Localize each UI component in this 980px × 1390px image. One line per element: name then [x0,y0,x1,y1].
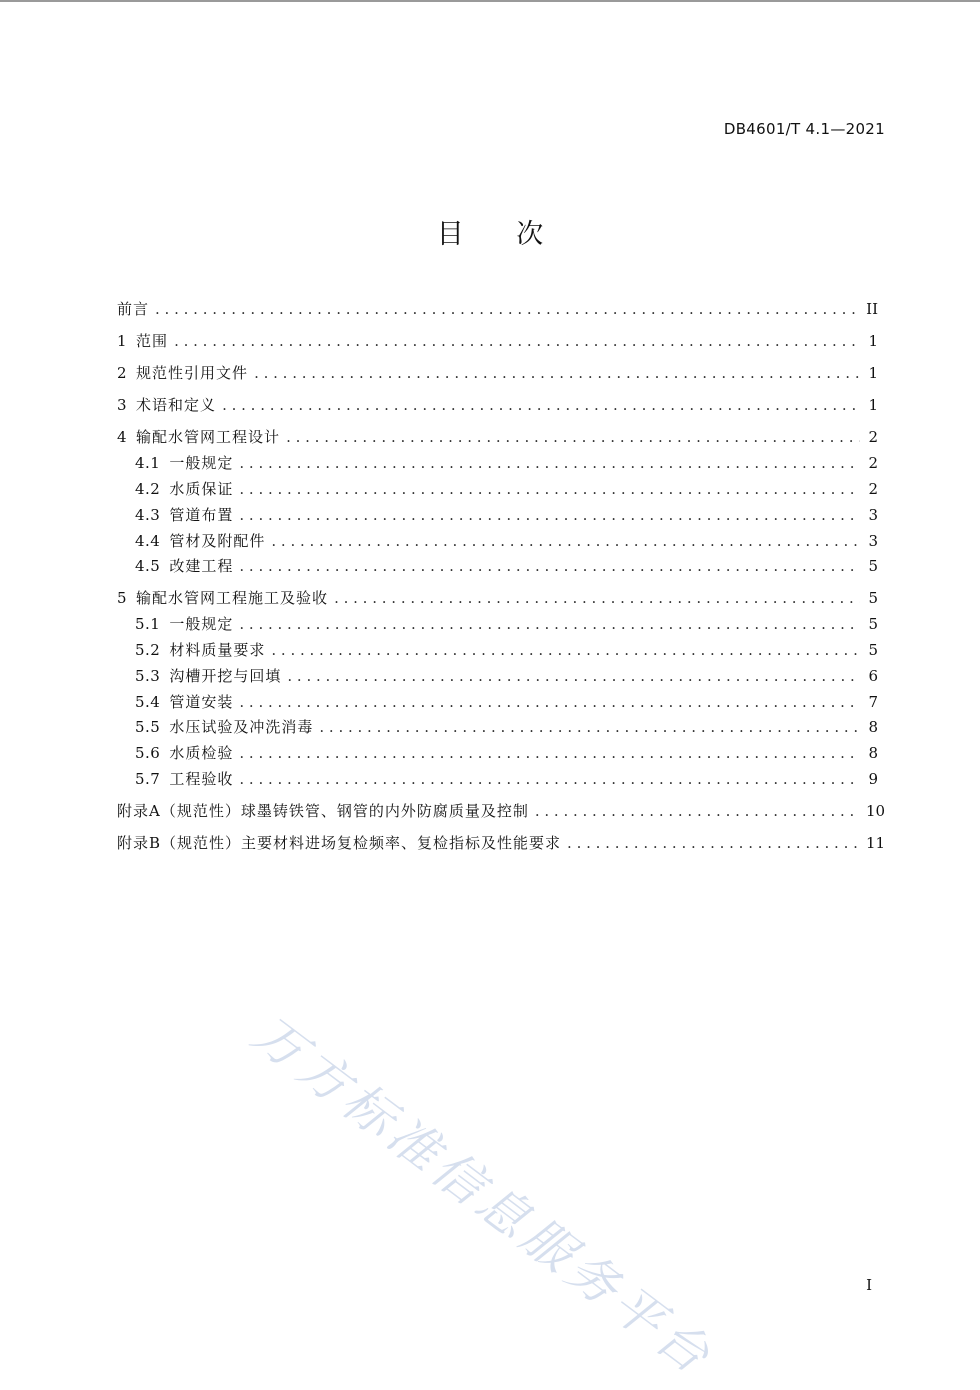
toc-entry-label: 前言 [117,300,150,318]
toc-entry-label: 范围 [136,332,169,351]
toc-entry-number: 4.4 [135,531,161,550]
toc-entry-number: 5.5 [135,718,161,737]
watermark: 万方标准信息服务平台 [242,1004,725,1388]
standard-code: DB4601/T 4.1—2021 [723,120,885,138]
toc-entry-number: 4.2 [135,479,161,498]
toc-entry-label: 改建工程 [169,557,234,576]
toc-leader-dots [535,799,860,825]
toc-entry[interactable] [117,425,878,451]
toc-entry-label: 附录B（规范性）主要材料进场复检频率、复检指标及性能要求 [117,834,562,853]
toc-leader-dots [271,529,860,555]
toc-entry[interactable] [117,799,886,825]
toc-entry-number: 5.1 [135,615,161,634]
toc-title: 目 次 [436,219,566,250]
toc-entry-label: 工程验收 [169,770,234,789]
toc-entry-page: 5 [868,641,878,660]
toc-leader-dots [287,664,860,690]
toc-subentry[interactable] [117,529,878,555]
toc-subentry[interactable] [117,612,878,638]
toc-entry-label: 一般规定 [169,454,234,473]
toc-entry[interactable] [117,297,878,323]
toc-entry-number: 5.7 [135,770,161,789]
toc-entry-label: 水压试验及冲洗消毒 [169,718,314,737]
toc-entry-page: 8 [868,718,878,737]
table-of-contents [117,297,886,857]
toc-entry-label: 输配水管网工程设计 [136,428,281,447]
toc-entry-number: 4.5 [135,557,161,576]
toc-entry-page: 1 [868,364,878,383]
toc-subentry[interactable] [117,741,878,767]
toc-leader-dots [174,329,860,355]
toc-entry-page: 5 [868,557,878,576]
toc-entry-number: 4.3 [135,505,161,524]
toc-entry-number: 5.6 [135,744,161,763]
toc-leader-dots [155,297,860,323]
toc-leader-dots [239,554,860,580]
toc-entry-label: 附录A（规范性）球墨铸铁管、钢管的内外防腐质量及控制 [117,802,529,821]
toc-subentry[interactable] [117,690,878,716]
toc-subentry[interactable] [117,477,878,503]
toc-entry-number: 5.3 [135,666,161,685]
toc-entry-page: 10 [866,802,886,821]
toc-entry-label: 水质检验 [169,744,234,763]
toc-entry-page: 2 [868,428,878,447]
toc-entry-label: 术语和定义 [136,396,217,415]
toc-entry-label: 材料质量要求 [169,641,266,660]
toc-subentry[interactable] [117,554,878,580]
toc-entry-page: 1 [868,396,878,415]
toc-entry[interactable] [117,586,878,612]
toc-leader-dots [239,767,860,793]
toc-entry-number: 4 [117,428,128,447]
toc-entry-page: 8 [868,744,878,763]
toc-subentry[interactable] [117,503,878,529]
toc-entry-page: 3 [868,505,878,524]
toc-entry-label: 管道布置 [169,505,234,524]
toc-leader-dots [239,690,860,716]
toc-entry-page: 7 [868,692,878,711]
toc-subentry[interactable] [117,451,878,477]
toc-entry-page: II [866,300,878,318]
toc-entry-page: 2 [868,479,878,498]
toc-subentry[interactable] [117,715,878,741]
toc-entry-number: 3 [117,396,128,415]
toc-entry-number: 2 [117,364,128,383]
toc-leader-dots [286,425,860,451]
toc-entry-label: 一般规定 [169,615,234,634]
toc-entry-page: 5 [868,589,878,608]
toc-entry-label: 沟槽开挖与回填 [169,666,282,685]
toc-entry-label: 管道安装 [169,692,234,711]
toc-leader-dots [239,612,860,638]
toc-entry-page: 3 [868,531,878,550]
toc-subentry[interactable] [117,638,878,664]
toc-entry-label: 规范性引用文件 [136,364,249,383]
toc-leader-dots [239,503,860,529]
toc-entry-number: 5 [117,589,128,608]
toc-leader-dots [319,715,860,741]
toc-entry-page: 6 [868,666,878,685]
toc-leader-dots [271,638,860,664]
toc-subentry[interactable] [117,767,878,793]
toc-entry[interactable] [117,361,878,387]
toc-subentry[interactable] [117,664,878,690]
toc-entry-label: 管材及附配件 [169,531,266,550]
toc-entry-number: 1 [117,332,128,351]
toc-entry[interactable] [117,831,886,857]
toc-entry[interactable] [117,329,878,355]
toc-entry-label: 输配水管网工程施工及验收 [136,589,329,608]
toc-entry-page: 1 [868,332,878,351]
toc-entry-number: 5.4 [135,692,161,711]
toc-leader-dots [567,831,860,857]
toc-leader-dots [239,451,860,477]
page-number: I [866,1276,872,1294]
toc-entry-number: 4.1 [135,454,161,473]
top-rule [0,0,980,2]
toc-leader-dots [254,361,860,387]
toc-entry-label: 水质保证 [169,479,234,498]
toc-leader-dots [334,586,860,612]
toc-entry[interactable] [117,393,878,419]
toc-entry-page: 9 [868,770,878,789]
toc-leader-dots [239,477,860,503]
toc-entry-number: 5.2 [135,641,161,660]
toc-leader-dots [239,741,860,767]
toc-leader-dots [222,393,860,419]
toc-entry-page: 2 [868,454,878,473]
toc-entry-page: 5 [868,615,878,634]
toc-entry-page: 11 [866,834,886,853]
